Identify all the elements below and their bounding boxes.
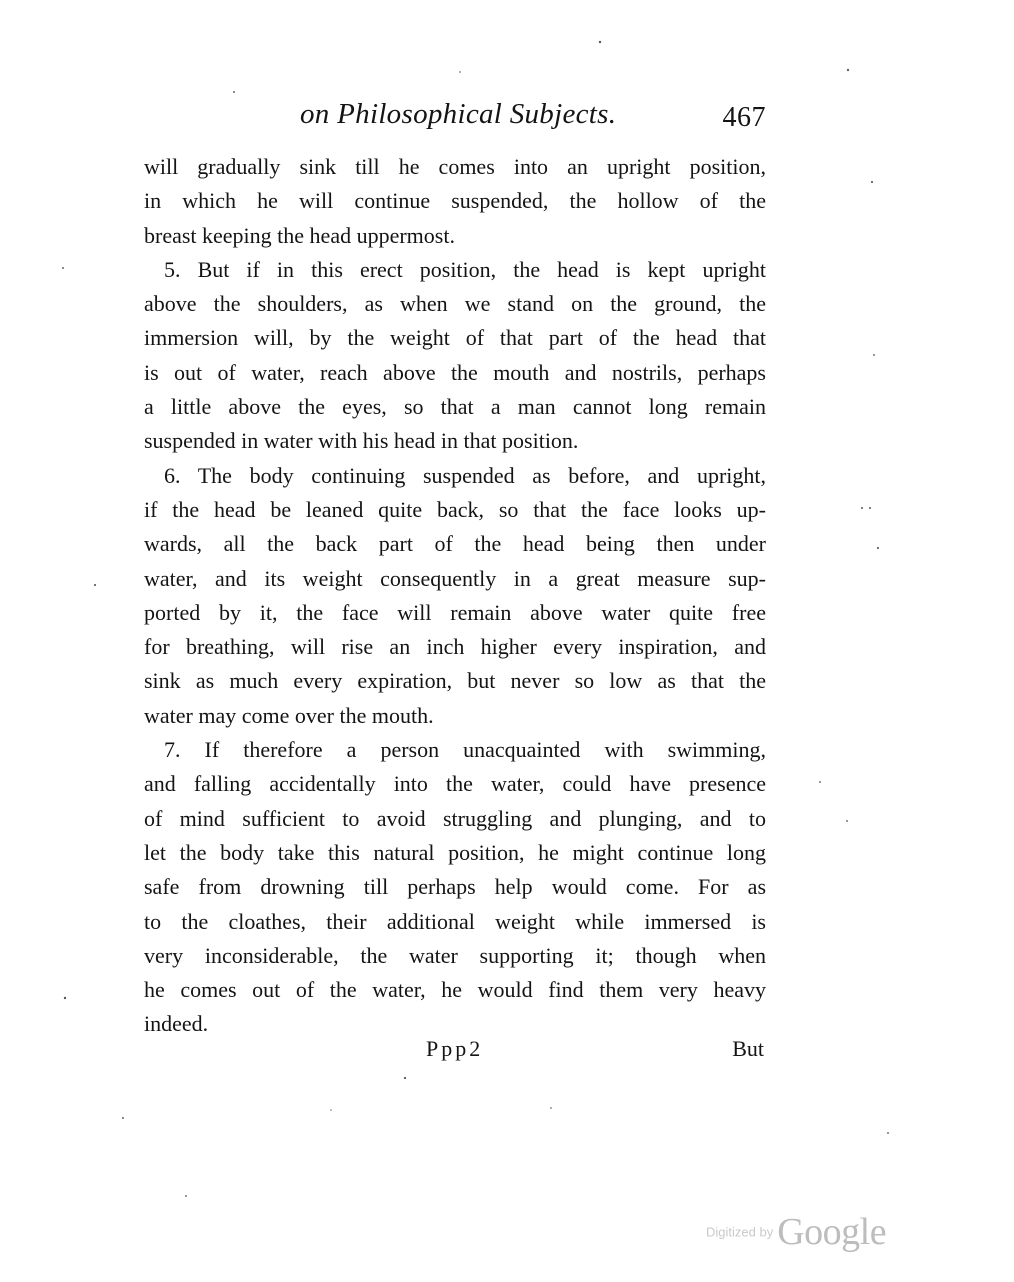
text-line: and falling accidentally into the water, could have presence <box>144 771 766 797</box>
running-title: on Philosophical Subjects. <box>300 98 617 130</box>
text-line: above the shoulders, as when we stand on the ground, the <box>144 291 766 317</box>
text-line: 5. But if in this erect position, the head is kept upright <box>164 256 766 282</box>
text-line: sink as much every expiration, but never so low as that the <box>144 668 766 694</box>
text-line: wards, all the back part of the head being then under <box>144 531 766 557</box>
watermark-prefix: Digitized by <box>706 1224 774 1240</box>
text-line: is out of water, reach above the mouth and nostrils, perhaps <box>144 359 766 385</box>
text-line: immersion will, by the weight of that part of the head that <box>144 325 766 351</box>
text-line: let the body take this natural position, he might continue long <box>144 839 766 865</box>
text-line: in which he will continue suspended, the hollow of the <box>144 188 766 214</box>
watermark-logo: Google <box>777 1211 887 1253</box>
text-line: indeed. <box>144 1011 209 1037</box>
text-line: a little above the eyes, so that a man cannot long remain <box>144 394 766 420</box>
text-line: if the head be leaned quite back, so that the face looks up- <box>144 496 766 522</box>
text-line: very inconsiderable, the water supporting it; though when <box>144 942 766 968</box>
catchword: But <box>732 1036 764 1061</box>
text-line: for breathing, will rise an inch higher every inspiration, and <box>144 634 766 660</box>
page-number: 467 <box>722 102 766 133</box>
text-line: 7. If therefore a person unacquainted with swimming, <box>164 737 766 763</box>
text-line: suspended in water with his head in that position. <box>144 428 579 454</box>
text-line: of mind sufficient to avoid struggling and plunging, and to <box>144 805 766 831</box>
text-line: safe from drowning till perhaps help would come. For as <box>144 874 766 900</box>
text-line: 6. The body continuing suspended as before, and upright, <box>164 462 766 488</box>
text-line: will gradually sink till he comes into an upright position, <box>144 154 766 179</box>
signature-mark: Ppp2 <box>426 1036 484 1061</box>
text-line: he comes out of the water, he would find them very heavy <box>144 977 766 1003</box>
text-line: water may come over the mouth. <box>144 702 434 728</box>
text-line: water, and its weight consequently in a great measure sup- <box>144 565 766 591</box>
text-line: to the cloathes, their additional weight while immersed is <box>144 908 766 934</box>
text-line: ported by it, the face will remain above water quite free <box>144 599 766 625</box>
text-line: breast keeping the head uppermost. <box>144 222 455 248</box>
